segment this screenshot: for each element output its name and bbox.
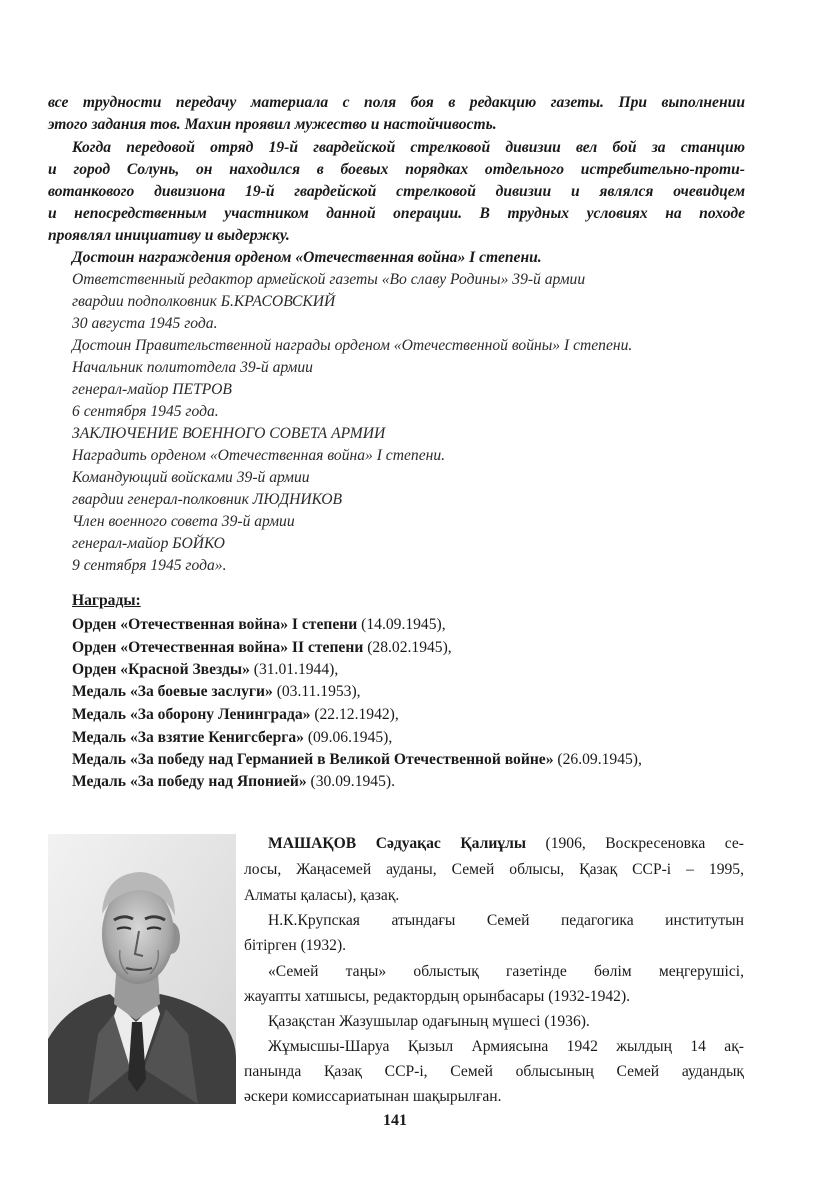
- bio-line-1-rest: (1906, Воскресеновка се-: [526, 835, 744, 852]
- award-name: Орден «Красной Звезды»: [72, 661, 250, 678]
- para2-line-5: проявлял инициативу и выдержку.: [48, 227, 290, 244]
- award-name: Медаль «За боевые заслуги»: [72, 683, 273, 700]
- award-date: (14.09.1945),: [357, 616, 446, 633]
- signature-line-4: Достоин Правительственной награды орденом «Отечественной войны» I степени.: [72, 337, 633, 354]
- award-date: (26.09.1945),: [553, 751, 642, 768]
- award-item: [72, 681, 361, 703]
- signature-line-10: Командующий войсками 39-й армии: [72, 469, 310, 486]
- page-number: 141: [383, 1112, 407, 1129]
- nomination-line: Достоин награждения орденом «Отечественная война» I степени.: [72, 249, 542, 266]
- award-item: [72, 614, 446, 636]
- signature-line-9: Наградить орденом «Отечественная война» I степени.: [72, 447, 446, 464]
- award-date: (31.01.1944),: [249, 661, 339, 678]
- award-name: Медаль «За победу над Японией»: [72, 773, 307, 790]
- signature-line-6: генерал-майор ПЕТРОВ: [72, 381, 232, 398]
- award-name: Медаль «За оборону Ленинграда»: [72, 706, 311, 723]
- para2-line-3: вотанкового дивизиона 19-й гвардейской стрелковой дивизии и являлся очевидцем: [48, 183, 745, 200]
- award-name: Орден «Отечественная война» II степени: [72, 639, 364, 656]
- bio-line-6: «Семей таңы» облыстық газетінде бөлім меңгерушісі,: [268, 963, 744, 980]
- bio-line-3: Алматы қаласы), қазақ.: [244, 887, 400, 904]
- bio-line-1: [268, 832, 744, 856]
- bio-line-5: бітірген (1932).: [244, 937, 347, 954]
- lead-line-1: все трудности передачу материала с поля боя в редакцию газеты. При выполнении: [48, 94, 745, 111]
- award-date: (03.11.1953),: [272, 683, 361, 700]
- signature-line-2: гвардии подполковник Б.КРАСОВСКИЙ: [72, 293, 336, 310]
- award-date: (22.12.1942),: [310, 706, 399, 723]
- award-name: Орден «Отечественная война» I степени: [72, 616, 358, 633]
- award-item: [72, 659, 338, 681]
- award-item: [72, 637, 452, 659]
- signature-line-3: 30 августа 1945 года.: [72, 315, 218, 332]
- bio-line-7: жауапты хатшысы, редактордың орынбасары (1932-1942).: [244, 988, 631, 1005]
- bio-line-2: лосы, Жаңасемей ауданы, Семей облысы, Қазақ ССР-і – 1995,: [244, 861, 744, 878]
- signature-line-1: Ответственный редактор армейской газеты «Во славу Родины» 39-й армии: [72, 271, 586, 288]
- award-date: (09.06.1945),: [303, 729, 393, 746]
- bio-line-11: әскери комиссариатынан шақырылған.: [244, 1088, 502, 1105]
- bio-line-4: Н.К.Крупская атындағы Семей педагогика институтын: [268, 912, 744, 929]
- signature-line-5: Начальник политотдела 39-й армии: [72, 359, 313, 376]
- bio-line-10: панында Қазақ ССР-і, Семей облысының Семей аудандық: [244, 1063, 744, 1080]
- signature-line-12: Член военного совета 39-й армии: [72, 513, 295, 530]
- award-date: (28.02.1945),: [363, 639, 452, 656]
- signature-line-8: ЗАКЛЮЧЕНИЕ ВОЕННОГО СОВЕТА АРМИИ: [72, 425, 386, 442]
- bio-line-8: Қазақстан Жазушылар одағының мүшесі (1936).: [268, 1013, 590, 1030]
- award-item: [72, 771, 395, 793]
- para2-line-1: Когда передовой отряд 19-й гвардейской стрелковой дивизии вел бой за станцию: [72, 139, 745, 156]
- portrait-illustration: [48, 834, 236, 1104]
- signature-line-11: гвардии генерал-полковник ЛЮДНИКОВ: [72, 491, 343, 508]
- award-date: (30.09.1945).: [306, 773, 395, 790]
- award-item: [72, 704, 399, 726]
- signature-line-14: 9 сентября 1945 года».: [72, 557, 227, 574]
- signature-line-13: генерал-майор БОЙКО: [72, 535, 225, 552]
- award-item: [72, 727, 392, 749]
- award-name: Медаль «За взятие Кенигсберга»: [72, 729, 304, 746]
- bio-name: МАШАҚОВ Сәдуақас Қалиұлы: [268, 835, 527, 852]
- bio-line-9: Жұмысшы-Шаруа Қызыл Армиясына 1942 жылдың 14 ақ-: [268, 1038, 744, 1055]
- lead-line-2: этого задания тов. Махин проявил мужество и настойчивость.: [48, 116, 497, 133]
- awards-title: Награды:: [72, 592, 141, 609]
- signature-line-7: 6 сентября 1945 года.: [72, 403, 219, 420]
- para2-line-2: и город Солунь, он находился в боевых порядках отдельного истребительно-проти-: [48, 161, 745, 178]
- para2-line-4: и непосредственным участником данной операции. В трудных условиях на походе: [48, 205, 745, 222]
- portrait-photo: [48, 834, 236, 1104]
- award-name: Медаль «За победу над Германией в Великой Отечественной войне»: [72, 751, 554, 768]
- award-item: [72, 749, 642, 771]
